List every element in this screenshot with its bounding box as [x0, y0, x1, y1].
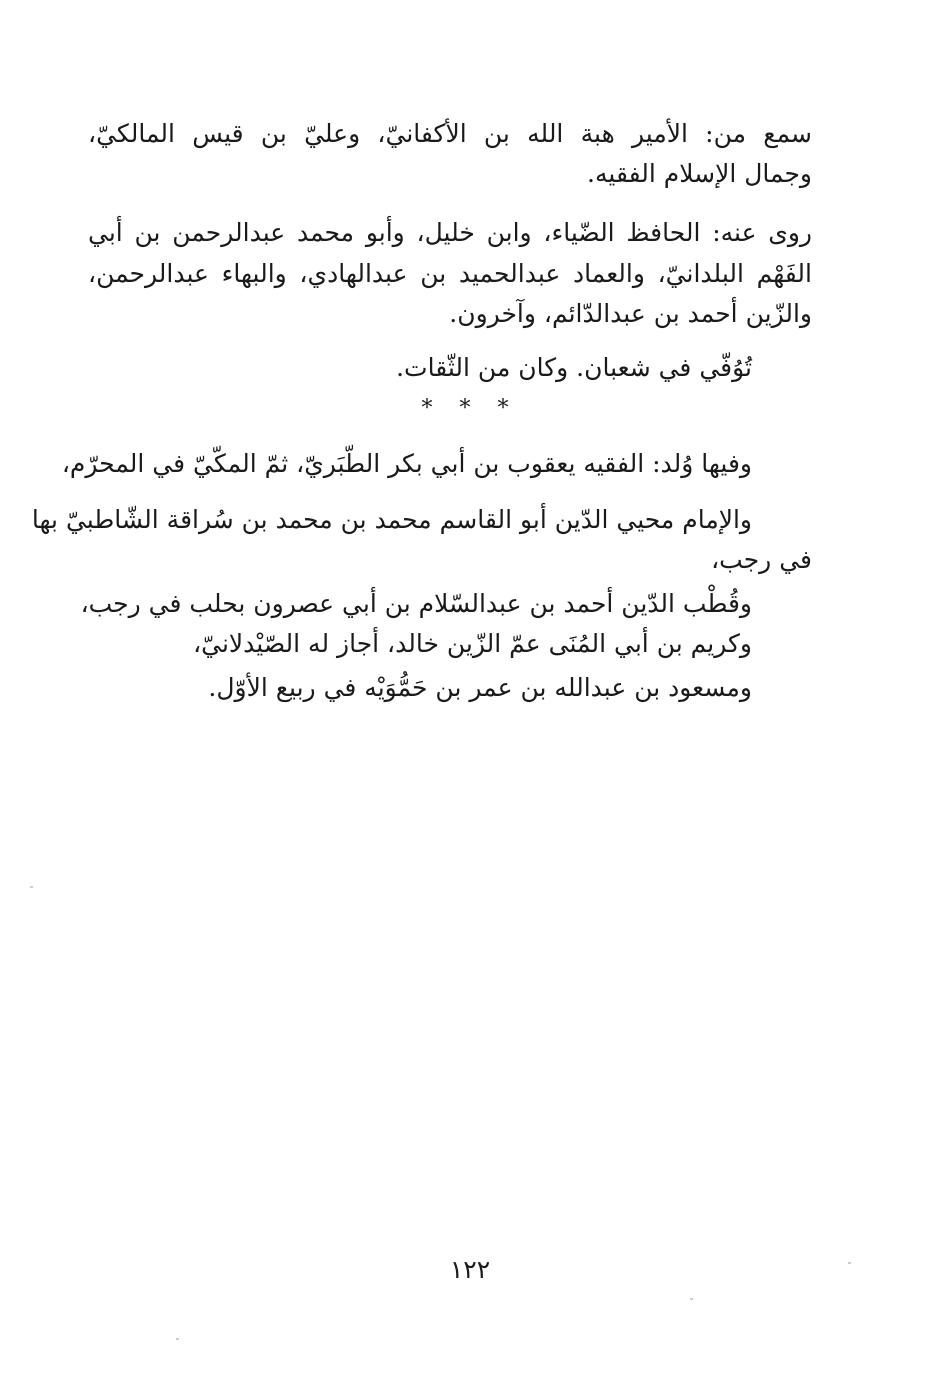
text-line: سمع من: الأمير هبة الله بن الأكفانيّ، وعليّ بن قيس المالكيّ، [88, 119, 812, 148]
scan-speck [30, 886, 33, 888]
text-line: تُوُفّي في شعبان. وكان من الثّقات. [396, 353, 752, 382]
text-line: الفَهْم البلدانيّ، والعماد عبدالحميد بن عبدالهادي، والبهاء عبدالرحمن، [88, 259, 812, 288]
scan-speck [176, 1338, 179, 1340]
text-line: روى عنه: الحافظ الضّياء، وابن خليل، وأبو محمد عبدالرحمن بن أبي [88, 218, 812, 247]
text-line: في رجب، [711, 545, 812, 574]
text-line: وفيها وُلد: الفقيه يعقوب بن أبي بكر الطّبَريّ، ثمّ المكّيّ في المحرّم، [61, 449, 752, 478]
section-separator: * * * [421, 396, 519, 421]
scan-speck [690, 1298, 693, 1300]
text-line: وجمال الإسلام الفقيه. [587, 159, 812, 188]
text-line: والإمام محيي الدّين أبو القاسم محمد بن محمد بن سُراقة الشّاطبيّ بها [31, 505, 752, 534]
text-line: وقُطْب الدّين أحمد بن عبدالسّلام بن أبي عصرون بحلب في رجب، [80, 589, 752, 618]
scan-speck [848, 1262, 851, 1264]
page-number: ١٢٢ [449, 1255, 491, 1284]
text-line: والزّين أحمد بن عبدالدّائم، وآخرون. [449, 299, 812, 328]
text-line: ومسعود بن عبدالله بن عمر بن حَمُّوَيْه في ربيع الأوّل. [208, 673, 752, 702]
text-line: وكريم بن أبي المُنَى عمّ الزّين خالد، أجاز له الصّيْدلانيّ، [193, 629, 752, 658]
